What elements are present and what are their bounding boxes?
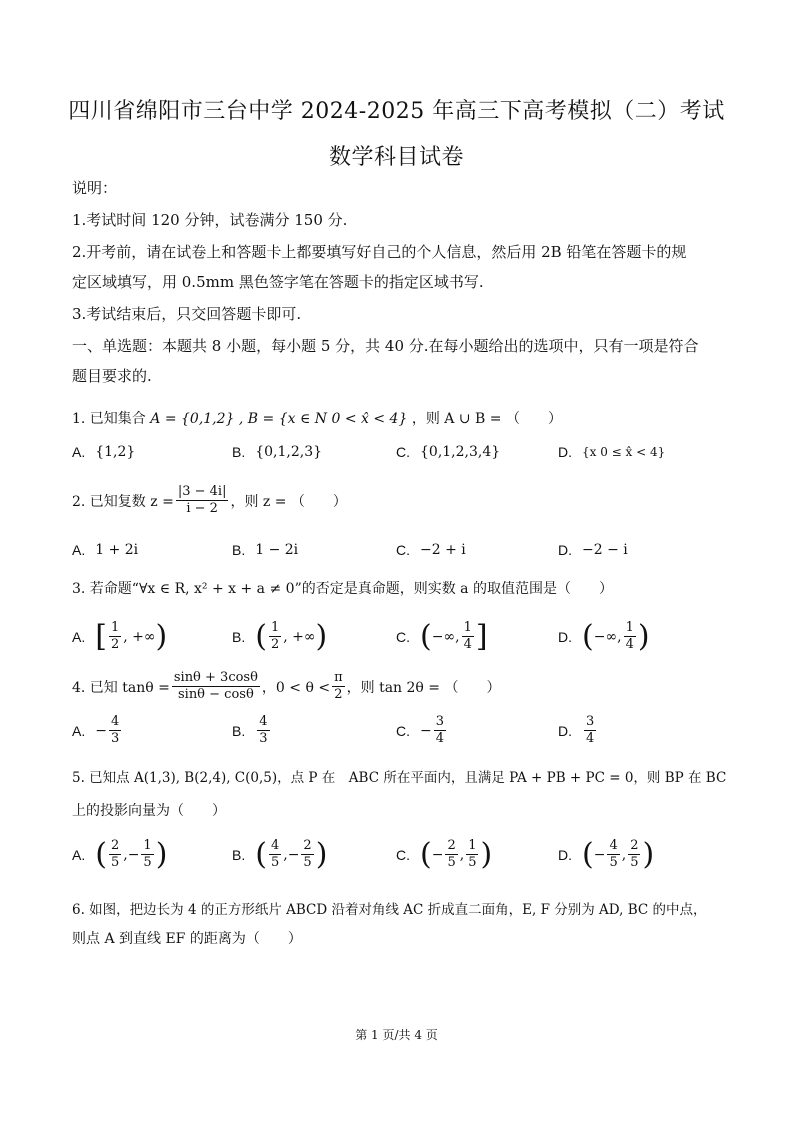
instructions-heading: 说明： <box>72 179 118 197</box>
section-heading-line2: 题目要求的. <box>72 367 152 385</box>
exam-title-line2: 数学科目试卷 <box>328 145 464 170</box>
question-6-stem-line2: 则点 A 到直线 EF 的距离为（ ） <box>72 931 302 947</box>
question-5-option-d: D. ( − $\frac{4}{5}$ , $\frac{2}{5}$ ) <box>558 836 655 872</box>
instruction-item-3: 3.考试结束后，只交回答题卡即可. <box>72 305 302 323</box>
section-heading-line1: 一、单选题：本题共 8 小题，每小题 5 分，共 40 分.在每小题给出的选项中，只有一项是符合 <box>72 337 699 355</box>
question-2-option-a: A. 1 + 2i <box>72 542 139 558</box>
question-4-option-c: C. − $\frac{3}{4}$ <box>396 714 445 746</box>
instruction-item-1: 1.考试时间 120 分钟，试卷满分 150 分. <box>72 211 348 229</box>
question-2-option-d: D. −2 − i <box>558 542 628 558</box>
question-4-stem: 4. 已知 tanθ = $\frac{\sin\theta + 3\cos\theta}{\sin\theta - \cos\theta}$ ，0 < θ < $\frac{\pi}{2}$ ，则 tan 2θ = （ ） <box>72 670 501 702</box>
question-5-stem-line2: 上的投影向量为（ ） <box>72 803 226 819</box>
question-4-option-d: D. $\frac{3}{4}$ <box>558 714 595 746</box>
question-3-stem: 3. 若命题“∀x ∈ R, x² + x + a ≠ 0”的否定是真命题，则实数 a 的取值范围是（ ） <box>72 581 613 597</box>
question-5-option-b: B. ( $\frac{4}{5}$ , − $\frac{2}{5}$ ) <box>232 836 328 872</box>
question-2-option-c: C. −2 + i <box>396 542 466 558</box>
question-3-option-b: B. ( $\frac{1}{2}$ , +∞ ) <box>232 618 328 654</box>
page-footer: 第 1 页/共 4 页 <box>355 1028 438 1042</box>
question-4-option-a: A. − $\frac{4}{3}$ <box>72 714 120 746</box>
question-2-fraction: $\frac{|3 - 4i|}{i - 2}$ <box>177 484 227 516</box>
question-1-option-d: D. {x 0 ≤ x̂ < 4} <box>558 444 666 460</box>
question-5-option-c: C. ( − $\frac{2}{5}$ , $\frac{1}{5}$ ) <box>396 836 493 872</box>
question-1-option-b: B. {0,1,2,3} <box>232 444 323 460</box>
question-5-stem-line1: 5. 已知点 A(1,3), B(2,4), C(0,5)，点 P 在 ABC 所在平面内，且满足 PA + PB + PC = 0，则 BP 在 BC <box>72 770 727 786</box>
question-6-stem-line1: 6. 如图，把边长为 4 的正方形纸片 ABCD 沿着对角线 AC 折成直二面角，E, F 分别为 AD, BC 的中点， <box>72 902 707 918</box>
question-4-option-b: B. $\frac{4}{3}$ <box>232 714 268 746</box>
question-1-stem: 1. 已知集合 A = {0,1,2} , B = {x ∈ N 0 < x̂ < 4} ，则 A ∪ B = （ ） <box>72 411 562 427</box>
question-2-option-b: B. 1 − 2i <box>232 542 299 558</box>
exam-title-line1: 四川省绵阳市三台中学 2024-2025 年高三下高考模拟（二）考试 <box>68 99 725 124</box>
question-3-option-c: C. ( −∞, $\frac{1}{4}$ ] <box>396 618 488 654</box>
instruction-item-2-line2: 定区域填写，用 0.5mm 黑色签字笔在答题卡的指定区域书写. <box>72 273 484 291</box>
question-1-option-c: C. {0,1,2,3,4} <box>396 444 501 460</box>
question-3-option-d: D. ( −∞, $\frac{1}{4}$ ) <box>558 618 650 654</box>
question-3-option-a: A. [ $\frac{1}{2}$ , +∞ ) <box>72 618 168 654</box>
instruction-item-2-line1: 2.开考前，请在试卷上和答题卡上都要填写好自己的个人信息，然后用 2B 铅笔在答题卡的规 <box>72 243 687 261</box>
question-5-option-a: A. ( $\frac{2}{5}$ , − $\frac{1}{5}$ ) <box>72 836 168 872</box>
question-1-option-a: A. {1,2} <box>72 444 136 460</box>
question-2-stem: 2. 已知复数 z = $\frac{|3 - 4i|}{i - 2}$ ，则 z = （ ） <box>72 484 347 516</box>
